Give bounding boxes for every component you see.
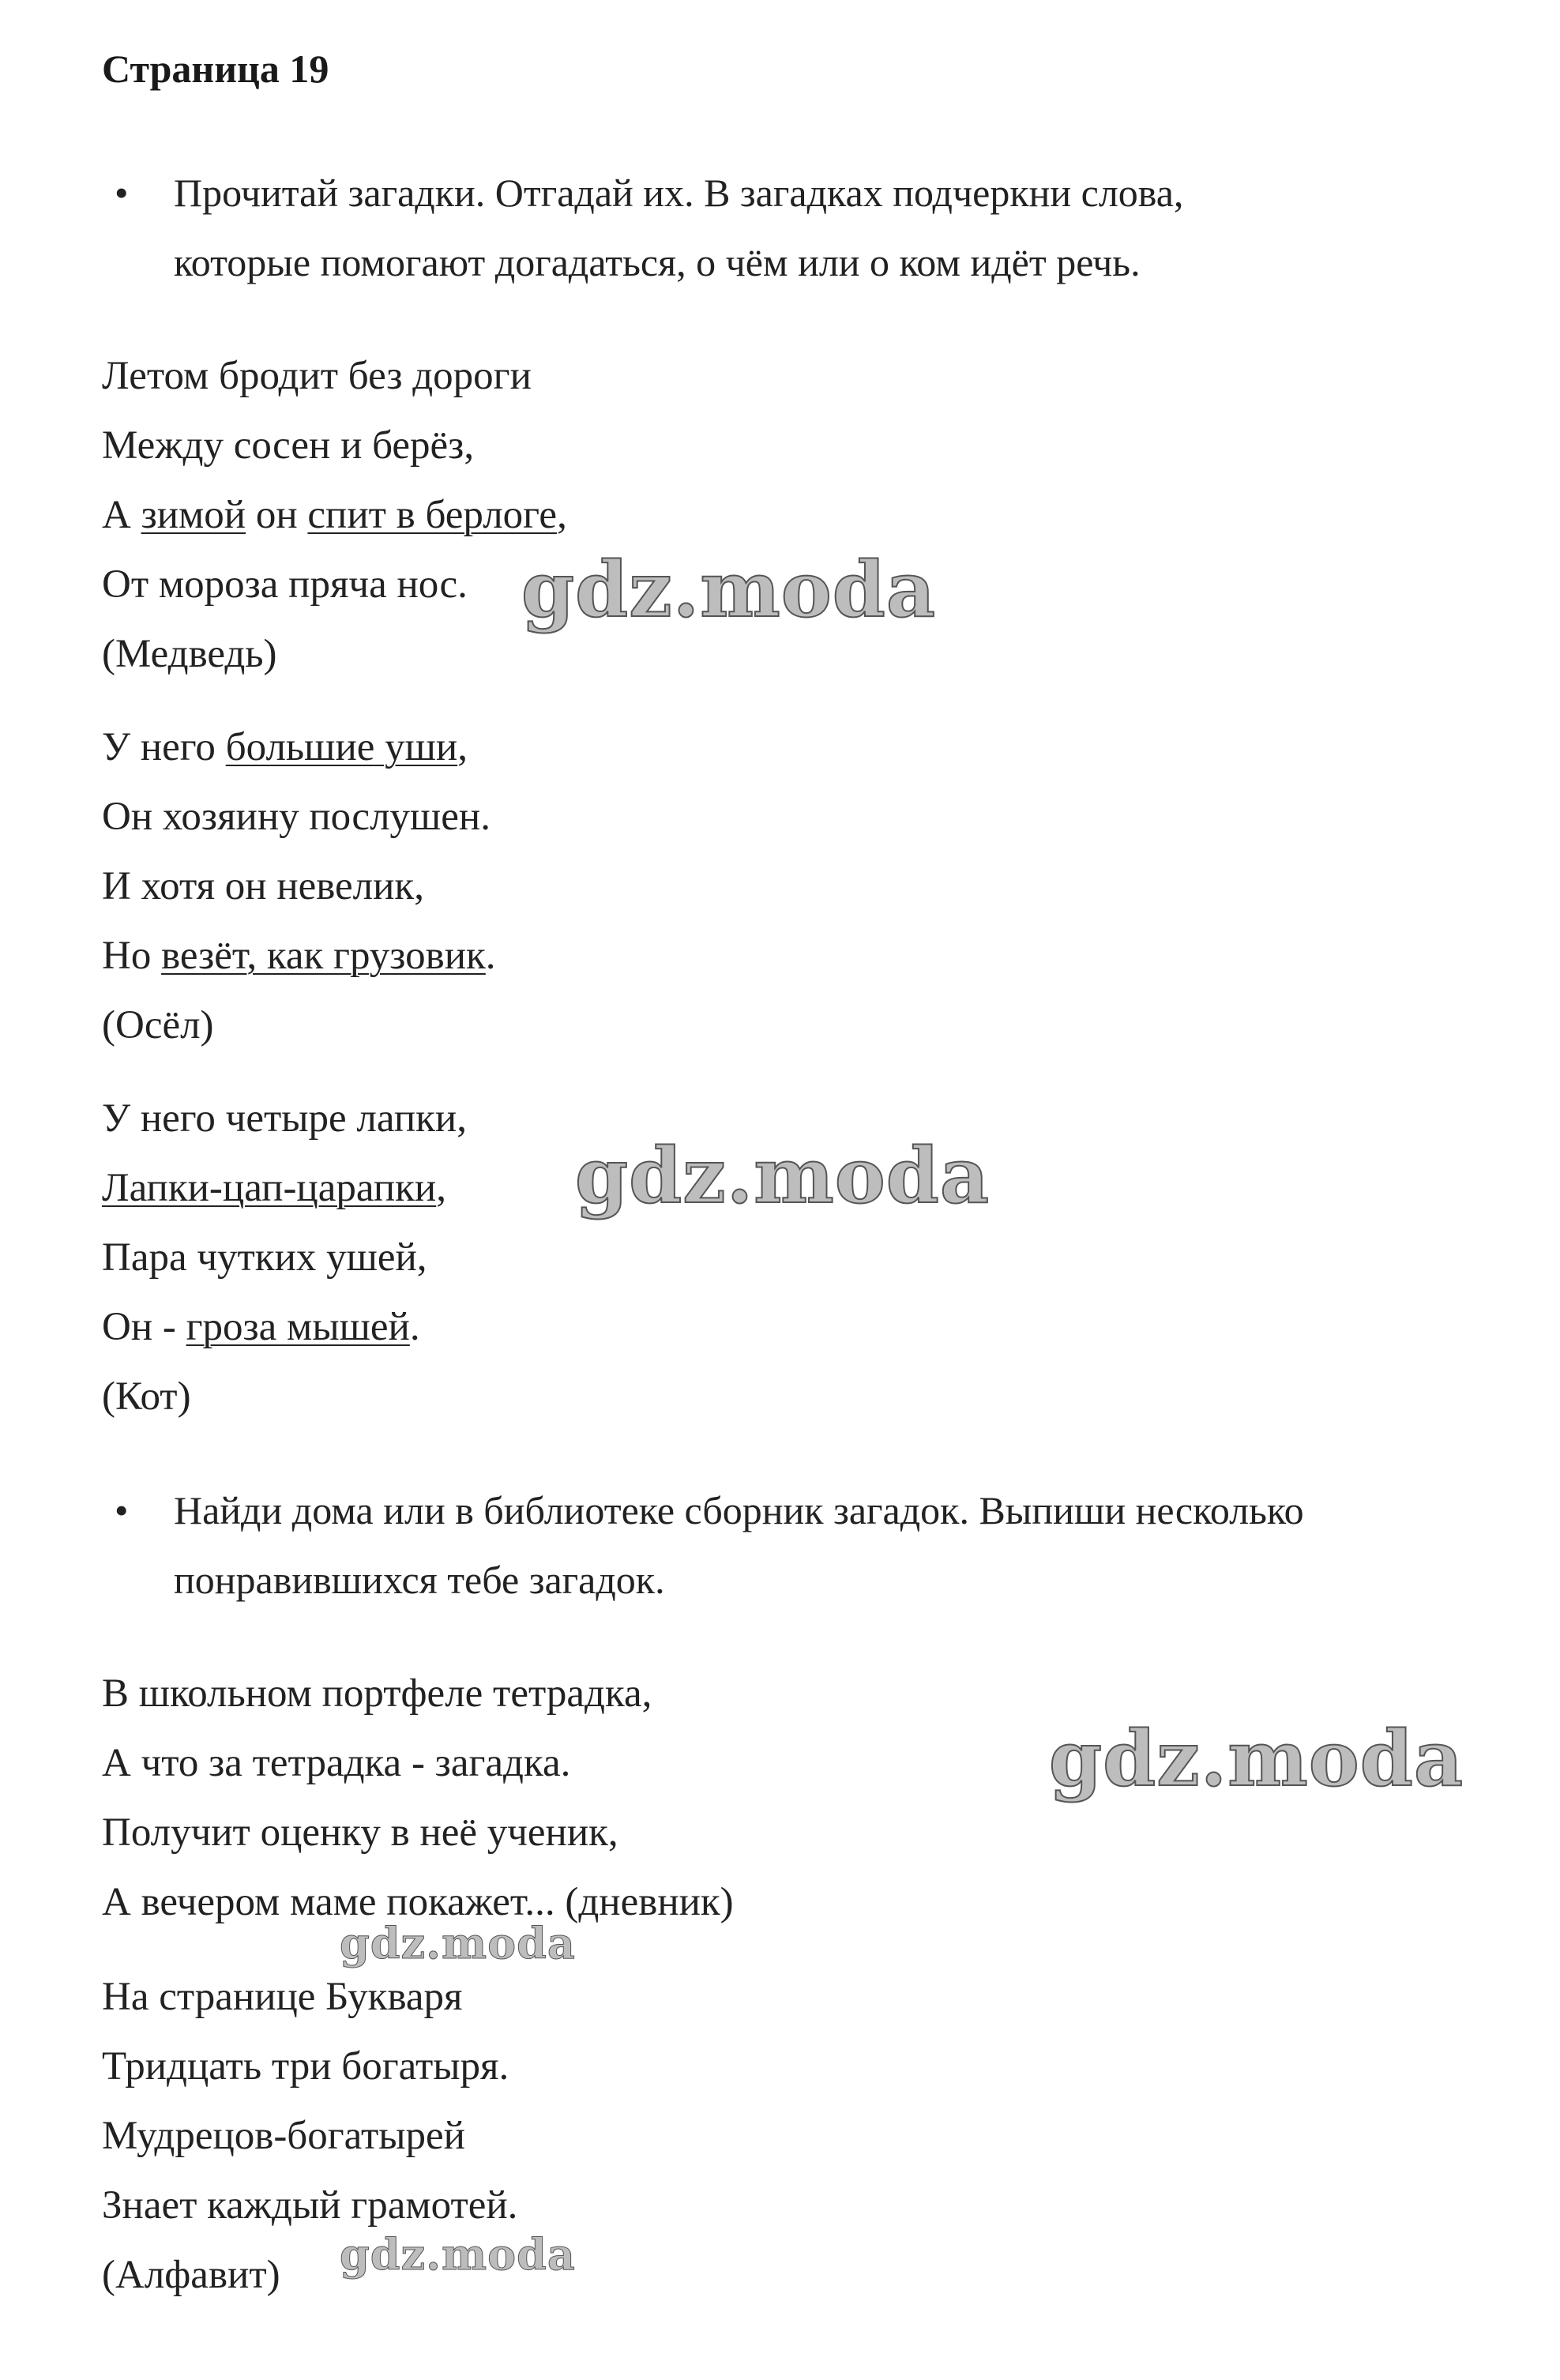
riddle-5-answer: (Алфавит) [102,2253,280,2297]
riddle-2-line-1: У него большие уши, [102,725,468,769]
task-2-line-2: понравившихся тебе загадок. [174,1558,665,1602]
riddle-4-line-3: Получит оценку в неё ученик, [102,1810,618,1855]
riddle-5-line-1: На странице Букваря [102,1975,463,2019]
bullet-icon: • [115,171,129,215]
riddle-5-line-4: Знает каждый грамотей. [102,2183,518,2228]
riddle-1-line-2: Между сосен и берёз, [102,423,475,468]
riddle-2-line-2: Он хозяину послушен. [102,795,491,839]
underlined-word: зимой [141,493,246,537]
page-title: Страница 19 [102,47,329,91]
underlined-phrase: Лапки-цап-царапки [102,1166,437,1210]
underlined-phrase: гроза мышей [186,1305,410,1349]
riddle-4-line-4: А вечером маме покажет... (дневник) [102,1880,734,1924]
riddle-3-line-2: Лапки-цап-царапки, [102,1166,446,1210]
task-1-text [174,158,1560,297]
riddle-1-answer: (Медведь) [102,632,277,676]
riddle-1-line-1: Летом бродит без дороги [102,354,532,398]
riddle-4-line-1: В школьном портфеле тетрадка, [102,1671,652,1716]
riddle-3-line-3: Пара чутких ушей, [102,1235,427,1280]
riddle-5-line-3: Мудрецов-богатырей [102,2114,465,2158]
riddle-2-line-3: И хотя он невелик, [102,864,424,908]
watermark: gdz.moda [575,1131,991,1220]
watermark: gdz.moda [521,545,937,634]
task-2-line-1: Найди дома или в библиотеке сборник загадок. Выпиши несколько [174,1488,1304,1532]
watermark: gdz.moda [340,1918,576,1968]
riddle-2-line-4: Но везёт, как грузовик. [102,934,496,978]
task-2-text [174,1476,1560,1615]
watermark: gdz.moda [1049,1714,1464,1803]
watermark: gdz.moda [340,2229,576,2280]
bullet-icon: • [115,1488,129,1532]
riddle-2-answer: (Осёл) [102,1003,214,1047]
riddle-3-line-1: У него четыре лапки, [102,1096,467,1141]
task-1-line-1: Прочитай загадки. Отгадай их. В загадках подчеркни слова, [174,171,1184,215]
riddle-3-line-4: Он - гроза мышей. [102,1305,420,1349]
riddle-5-line-2: Тридцать три богатыря. [102,2044,509,2089]
riddle-4-line-2: А что за тетрадка - загадка. [102,1741,571,1785]
underlined-phrase: везёт, как грузовик [161,934,486,978]
underlined-phrase: спит в берлоге [307,493,558,537]
riddle-1-line-3: А зимой он спит в берлоге, [102,493,567,537]
task-1-line-2: которые помогают догадаться, о чём или о ком идёт речь. [174,240,1141,284]
riddle-1-line-4: От мороза пряча нос. [102,562,468,607]
underlined-phrase: большие уши [225,725,458,769]
riddle-3-answer: (Кот) [102,1374,191,1419]
